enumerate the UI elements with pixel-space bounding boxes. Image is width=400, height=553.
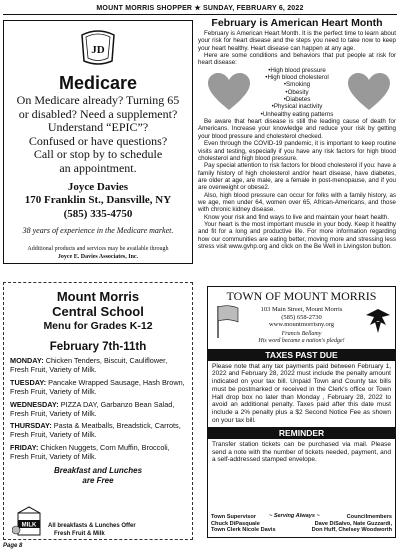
page-header: MOUNT MORRIS SHOPPER ★ SUNDAY, FEBRUARY 6, 2022 (96, 5, 304, 12)
heart-icon (206, 72, 252, 112)
medicare-ad (3, 20, 193, 264)
article-paragraph: February is American Heart Month. It is the perfect time to learn about your risk for heart disease and the steps you need to take now to keep your heart healthy. Heart disease can happen at any age. (198, 30, 396, 52)
ad-footer-1: Additional products and services may be available through (27, 245, 169, 252)
menu-subtitle: Menu for Grades K-12 (43, 320, 153, 332)
menu-day: WEDNESDAY: PIZZA DAY, Garbanzo Bean Salad, Fresh Fruit, Variety of Milk. (10, 399, 175, 418)
free-meals-banner: are Free (82, 475, 114, 485)
agent-address: 170 Franklin St., Dansville, NY (24, 193, 172, 206)
bellamy-tagline: His word became a nation's pledge! (258, 337, 345, 344)
article-paragraph: Your heart is the most important muscle in your body. Keep it healthy and fit for a long and productive life. For more information regarding how our communities are eating better, moving more and stressing less stress visit www.gvhp.org and click on the Be Well in Livingston button. (198, 220, 396, 250)
town-title: TOWN OF MOUNT MORRIS (226, 289, 377, 303)
article-paragraph: Even through the COVID-19 pandemic, it is important to keep routine visits and testing, especially if you have any risk factors for high blood cholesterol and high blood pressure. (198, 140, 396, 162)
menu-day: THURSDAY: Pasta & Meatballs, Breadstick, Carrots, Fresh Fruit, Variety of Milk. (10, 421, 181, 440)
free-meals-banner: Breakfast and Lunches (53, 466, 143, 476)
ad-line: On Medicare already? Turning 65 (16, 93, 180, 107)
heart-month-article (198, 17, 396, 250)
school-menu (3, 282, 193, 540)
list-item: • Unhealthy eating patterns (198, 111, 396, 118)
agent-name: Joyce Davies (67, 181, 129, 193)
svg-text:JD: JD (91, 44, 105, 56)
school-title: Central School (52, 304, 144, 319)
town-notice: TOWN OF MOUNT MORRIS 103 Main Street, Mount Morris (585) 658-2730 www.mountmorrisny.org Francis Bellamy His word became a nation's pledge! TAXES PAST DUE Please note that any tax payments paid between February 1, 2022 and February 28, 2022 must include the penalty amount indicated on your tax bill. Unpaid Town and County tax bills must be postmarked or received in the Clerk's office or Town Hall drop box no later than Monday , February 28, 2022 to avoid an additional penalty. Taxes paid after this date must include a 2% penalty plus a $2 Second Notice Fee as shown on your tax bill. REMINDER Transfer station tickets can be purchased via mail. Please send a note with the number of tickets needed, payment, and a self-addressed stamped envelope. Town Supervisor Chuck DiPasquale Town Clerk Nicole Davis ~ Serving Always ~ Councilmembers Dave DiSalvo, Nate Guzzardi, Don Huff, Chelsey Woodworth (207, 286, 396, 538)
list-item: • Smoking (198, 81, 396, 88)
ad-line: or disabled? Need a supplement? (18, 106, 178, 121)
list-item: • Physical inactivity (198, 103, 396, 110)
ad-footer-2: Joyce E. Davies Associates, Inc. (57, 253, 139, 260)
list-item: • High blood cholesterol (198, 74, 396, 81)
reminder-text: Transfer station tickets can be purchased via mail. Please send a note with the number of tickets needed, payment, and a self-addressed stamped envelope. (212, 440, 391, 464)
ad-line: Confused or have questions? (28, 133, 168, 148)
list-item: • Obesity (198, 89, 396, 96)
ad-line: Understand “EPIC”? (47, 120, 149, 134)
agent-phone: (585) 335-4750 (63, 208, 133, 220)
taxes-text: Please note that any tax payments paid between February 1, 2022 and February 28, 2022 must include the penalty amount indicated on your tax bill. Unpaid Town and County tax bills must be postmarked or received in the Clerk's office or Town Hall drop box no later than Monday , February 28, 2022 to avoid an additional penalty. Taxes paid after this date must include a 2% penalty plus a $2 Second Notice Fee as shown on your tax bill. (212, 362, 391, 425)
taxes-heading: TAXES PAST DUE (208, 349, 395, 361)
heart-icon (346, 72, 392, 112)
medicare-title: Medicare (58, 73, 138, 93)
ad-line: Call or stop by to schedule (33, 147, 163, 161)
article-paragraph: Here are some conditions and behaviors that put people at risk for heart disease: (198, 52, 396, 67)
fruit-icon (12, 526, 20, 534)
article-paragraph: Know your risk and find ways to live and maintain your heart health. (204, 213, 390, 221)
article-paragraph: Pay special attention to risk factors for blood cholesterol if you: have a family history of high cholesterol and/or heart disease, have diabetes, are older at age, are male, are a female in post-menopause, and if you are overweight or obese2. (198, 162, 396, 192)
page-number: Page 8 (3, 543, 23, 549)
header-rule (3, 14, 397, 15)
list-item: • High blood pressure (198, 67, 396, 74)
article-paragraph: Also, high blood pressure can occur for folks with a family history, as we age, men under 64, women over 65, African-Americans, and those with chronic kidney disease. (198, 191, 396, 214)
bellamy-name: Francis Bellamy (281, 330, 322, 337)
town-website: www.mountmorrisny.org (268, 321, 335, 328)
menu-day: MONDAY: Chicken Tenders, Biscuit, Cauliflower, Fresh Fruit, Variety of Milk. (10, 356, 168, 374)
eagle-icon (364, 305, 392, 335)
menu-date: February 7th-11th (49, 341, 147, 353)
menu-day: FRIDAY: Chicken Nuggets, Corn Muffin, Broccoli, Fresh Fruit, Variety of Milk. (10, 443, 170, 462)
town-phone: (585) 658-2730 (281, 313, 322, 321)
svg-text:MILK: MILK (21, 522, 37, 529)
offer-text: All breakfasts & Lunches Offer Fresh Fruit & Milk (48, 523, 136, 537)
flag-icon (214, 304, 240, 338)
school-title: Mount Morris (56, 289, 140, 304)
milk-carton-icon (12, 503, 46, 537)
reminder-heading: REMINDER (208, 427, 395, 439)
ad-line: an appointment. (59, 160, 137, 175)
article-title: February is American Heart Month (211, 17, 383, 29)
medicare-logo-icon (76, 27, 120, 67)
list-item: • Diabetes (198, 96, 396, 103)
town-address: 103 Main Street, Mount Morris (260, 306, 343, 313)
menu-day: TUESDAY: Pancake Wrapped Sausage, Hash Brown, Fresh Fruit, Variety of Milk. (10, 377, 185, 396)
experience-note: 38 years of experience in the Medicare market. (22, 225, 174, 235)
article-paragraph: Be aware that heart disease is still the leading cause of death for Americans. Increase your knowledge and reduce your risk by getting your blood pressure and cholesterol checked. (198, 118, 396, 140)
